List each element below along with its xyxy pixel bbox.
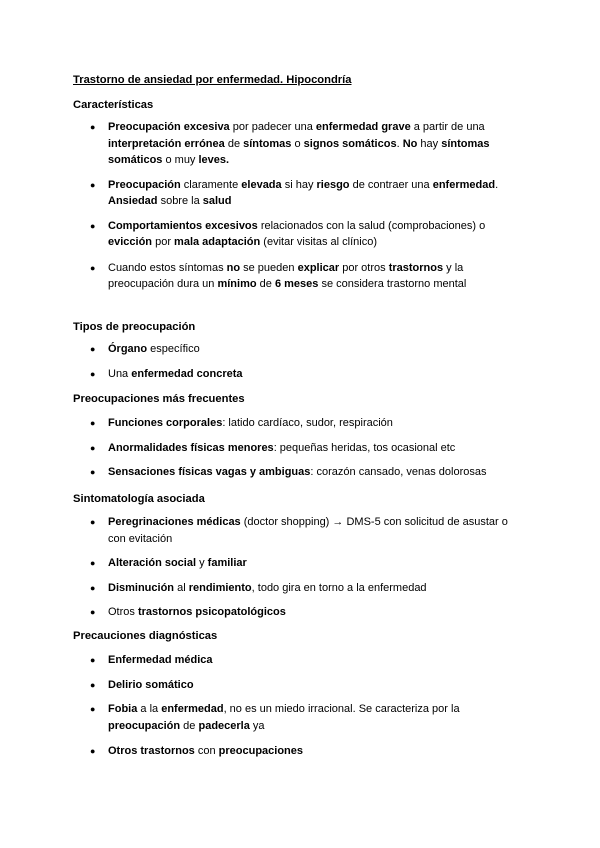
bold-text: no: [226, 261, 241, 274]
bold-text: elevada: [241, 178, 282, 191]
text: a la: [137, 703, 162, 715]
bold-text: Sensaciones físicas vagas y ambiguas: [108, 466, 311, 478]
bold-text: signos somáticos: [303, 137, 397, 150]
list-item: [73, 701, 523, 734]
section-heading: Precauciones diagnósticas: [73, 630, 218, 642]
document-title: Trastorno de ansiedad por enfermedad. Hipocondría: [73, 74, 352, 86]
text: de: [224, 137, 244, 150]
list-item: [73, 440, 523, 457]
text: si hay: [281, 178, 317, 191]
bold-text: enfermedad: [432, 178, 496, 191]
text: Una: [108, 367, 132, 380]
bullet-icon: ●: [90, 122, 96, 132]
text: por: [152, 236, 175, 248]
bold-text: 6 meses: [274, 278, 319, 290]
bullet-list: [73, 341, 523, 388]
bullet-icon: ●: [90, 442, 96, 453]
bullet-icon: ●: [90, 655, 96, 665]
bold-text: Alteración social: [108, 557, 197, 569]
section-heading: Sintomatología asociada: [73, 493, 205, 505]
bold-text: síntomas somáticos: [108, 137, 490, 166]
text: sobre la: [157, 195, 203, 207]
list-item: [73, 218, 523, 251]
bold-text: mala adaptación: [174, 236, 261, 248]
bullet-icon: ●: [90, 418, 96, 428]
list-item: [73, 652, 523, 669]
bold-text: Enfermedad médica: [108, 654, 213, 666]
bold-text: preocupación: [108, 719, 181, 732]
bold-text: Órgano: [108, 343, 148, 355]
text: Otros: [108, 606, 138, 618]
bold-text: trastornos psicopatológicos: [137, 606, 286, 618]
text: y: [196, 557, 208, 569]
bullet-icon: ●: [90, 220, 96, 231]
bold-text: Funciones corporales: [108, 417, 223, 429]
bullet-list: [73, 652, 523, 766]
bold-text: salud: [202, 195, 232, 207]
list-item: [73, 415, 523, 432]
text: : pequeñas heridas, tos ocasional etc: [273, 441, 456, 454]
bold-text: interpretación errónea: [108, 137, 225, 150]
bullet-list: [73, 415, 523, 487]
list-item: [73, 743, 523, 760]
bullet-list: [73, 119, 523, 301]
bold-text: riesgo: [316, 178, 350, 191]
bullet-icon: ●: [90, 368, 96, 379]
bold-text: No: [402, 137, 418, 150]
text: .: [495, 178, 499, 191]
bold-text: enfermedad concreta: [131, 367, 243, 380]
bold-text: leves.: [198, 154, 230, 166]
bullet-icon: ●: [90, 704, 96, 714]
list-item: [73, 514, 523, 547]
bullet-icon: ●: [90, 679, 96, 690]
text: (evitar visitas al clínico): [260, 236, 378, 248]
text: o muy: [162, 154, 199, 166]
bullet-icon: ●: [90, 179, 96, 190]
bold-text: enfermedad: [161, 703, 224, 715]
text: de: [256, 278, 275, 290]
bullet-list: [73, 514, 523, 627]
bullet-icon: ●: [90, 558, 96, 568]
list-item: [73, 604, 523, 621]
text: a partir de una: [410, 121, 485, 133]
text: al: [174, 581, 189, 594]
text: de contraer una: [349, 178, 433, 191]
bold-text: Otros trastornos: [108, 745, 195, 757]
bold-text: Anormalidades físicas menores: [108, 441, 274, 454]
list-item: [73, 177, 523, 210]
text: .: [396, 137, 403, 150]
text: se pueden: [240, 261, 298, 274]
bullet-icon: ●: [90, 467, 96, 477]
bold-text: enfermedad grave: [315, 121, 411, 133]
list-item: [73, 119, 523, 169]
bullet-icon: ●: [90, 582, 96, 593]
text: y la preocupación dura un: [108, 261, 464, 290]
text: con: [194, 745, 219, 757]
list-item: [73, 260, 523, 293]
section-heading: Tipos de preocupación: [73, 321, 196, 333]
bold-text: síntomas: [243, 137, 292, 150]
text: específico: [147, 343, 200, 355]
text: claramente: [180, 178, 242, 191]
text: : corazón cansado, venas dolorosas: [310, 466, 487, 478]
bullet-icon: ●: [90, 517, 96, 527]
bold-text: padecerla: [198, 719, 250, 732]
text: por padecer una: [229, 121, 316, 133]
list-item: [73, 677, 523, 694]
bold-text: evicción: [108, 236, 153, 248]
list-item: [73, 555, 523, 572]
text: de: [180, 719, 199, 732]
section-heading: Características: [73, 99, 154, 111]
bold-text: Peregrinaciones médicas: [108, 516, 241, 528]
bullet-icon: ●: [90, 262, 96, 273]
text: o: [291, 137, 304, 150]
list-item: [73, 341, 523, 358]
text: , todo gira en torno a la enfermedad: [251, 581, 427, 594]
bold-text: Preocupación excesiva: [108, 121, 230, 133]
bold-text: Fobia: [108, 703, 138, 715]
list-item: [73, 464, 523, 481]
bullet-icon: ●: [90, 344, 96, 354]
bold-text: familiar: [207, 557, 247, 569]
bold-text: Delirio somático: [108, 678, 194, 691]
bold-text: explicar: [297, 261, 340, 274]
bullet-icon: ●: [90, 746, 96, 756]
bold-text: Ansiedad: [108, 195, 158, 207]
text: por otros: [339, 261, 389, 274]
bullet-icon: ●: [90, 607, 96, 617]
text: ya: [249, 719, 265, 732]
section-heading: Preocupaciones más frecuentes: [73, 393, 245, 405]
list-item: [73, 580, 523, 597]
bold-text: preocupaciones: [218, 745, 304, 757]
text: se considera trastorno mental: [318, 278, 467, 290]
bold-text: trastornos: [388, 261, 444, 274]
text: relacionados con la salud (comprobaciones) o: [257, 219, 486, 232]
text: hay: [417, 137, 442, 150]
text: , no es un miedo irracional. Se caracteriza por la: [223, 703, 460, 715]
bold-text: mínimo: [217, 278, 257, 290]
bold-text: Disminución: [108, 581, 175, 594]
text: Cuando estos síntomas: [108, 261, 227, 274]
text: : latido cardíaco, sudor, respiración: [222, 417, 393, 429]
list-item: [73, 366, 523, 383]
bold-text: Comportamientos excesivos: [108, 219, 258, 232]
text: (doctor shopping) → DMS-5 con solicitud de asustar o con evitación: [108, 516, 508, 545]
bold-text: rendimiento: [188, 581, 252, 594]
bold-text: Preocupación: [108, 178, 181, 191]
